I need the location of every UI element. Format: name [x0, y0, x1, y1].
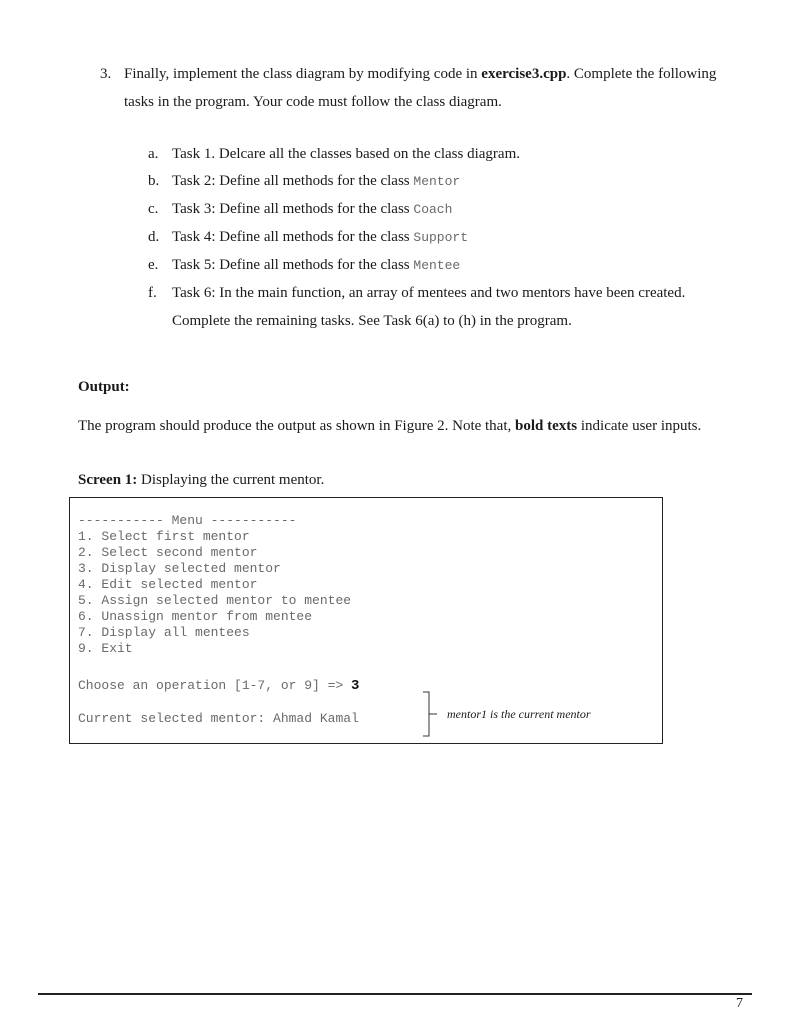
- task-item-d: [148, 229, 468, 246]
- intro-text-2: . Complete the following: [566, 66, 717, 82]
- output-desc-bold: bold texts: [515, 418, 578, 434]
- menu-item-9: 9. Exit: [78, 641, 133, 656]
- prompt-text: Choose an operation [1-7, or 9] =>: [78, 678, 352, 693]
- output-desc-1: The program should produce the output as shown in Figure 2. Note that,: [78, 418, 516, 434]
- menu-item-1: 1. Select first mentor: [78, 529, 250, 544]
- task-letter: a.: [148, 146, 159, 162]
- task-text: Task 3: Define all methods for the class: [172, 201, 414, 217]
- task-text: Task 6: In the main function, an array of mentees and two mentors have been created.: [172, 285, 686, 301]
- menu-item-7: 7. Display all mentees: [78, 625, 250, 640]
- menu-item-6: 6. Unassign mentor from mentee: [78, 609, 313, 624]
- output-heading: Output:: [78, 379, 130, 395]
- menu-item-3: 3. Display selected mentor: [78, 561, 281, 576]
- class-name-code: Mentor: [413, 174, 461, 189]
- task-item-a: [148, 146, 520, 163]
- output-description: [78, 418, 701, 435]
- class-name-code: Mentee: [413, 258, 461, 273]
- intro-text-1: Finally, implement the class diagram by modifying code in: [124, 66, 482, 82]
- screen-label: Screen 1:: [78, 472, 138, 488]
- screen-caption: [78, 472, 324, 489]
- task-item-b: [148, 173, 460, 190]
- current-mentor-result: Current selected mentor: Ahmad Kamal: [78, 711, 359, 726]
- footer-rule: [38, 993, 752, 995]
- class-name-code: Support: [413, 230, 468, 245]
- menu-item-2: 2. Select second mentor: [78, 545, 258, 560]
- task-letter: d.: [148, 229, 160, 245]
- task-letter: c.: [148, 201, 159, 217]
- output-desc-2: indicate user inputs.: [577, 418, 702, 434]
- task-text: Task 4: Define all methods for the class: [172, 229, 414, 245]
- menu-item-4: 4. Edit selected mentor: [78, 577, 258, 592]
- user-input-value: 3: [351, 678, 360, 694]
- menu-title: ----------- Menu -----------: [78, 513, 297, 528]
- task-letter: b.: [148, 173, 160, 189]
- annotation-bracket-icon: [421, 690, 445, 740]
- intro-filename: exercise3.cpp: [481, 66, 567, 82]
- task-text: Task 1. Delcare all the classes based on the class diagram.: [172, 146, 520, 162]
- screen-caption-text: Displaying the current mentor.: [137, 472, 325, 488]
- class-name-code: Coach: [413, 202, 453, 217]
- page-number: 7: [736, 996, 743, 1011]
- question-number: 3.: [100, 66, 112, 82]
- task-letter: f.: [148, 285, 157, 301]
- task-text: Task 5: Define all methods for the class: [172, 257, 414, 273]
- annotation-note: mentor1 is the current mentor: [447, 707, 591, 721]
- task-letter: e.: [148, 257, 159, 273]
- task-item-e: [148, 257, 460, 274]
- menu-item-5: 5. Assign selected mentor to mentee: [78, 593, 352, 608]
- task-item-f: [148, 285, 685, 302]
- task-text: Task 2: Define all methods for the class: [172, 173, 414, 189]
- task-item-c: [148, 201, 452, 218]
- question-intro-line1: [124, 66, 716, 83]
- question-intro-line2: tasks in the program. Your code must follow the class diagram.: [124, 94, 502, 110]
- task-item-f-continued: Complete the remaining tasks. See Task 6(a) to (h) in the program.: [172, 313, 572, 329]
- operation-prompt: [78, 678, 359, 694]
